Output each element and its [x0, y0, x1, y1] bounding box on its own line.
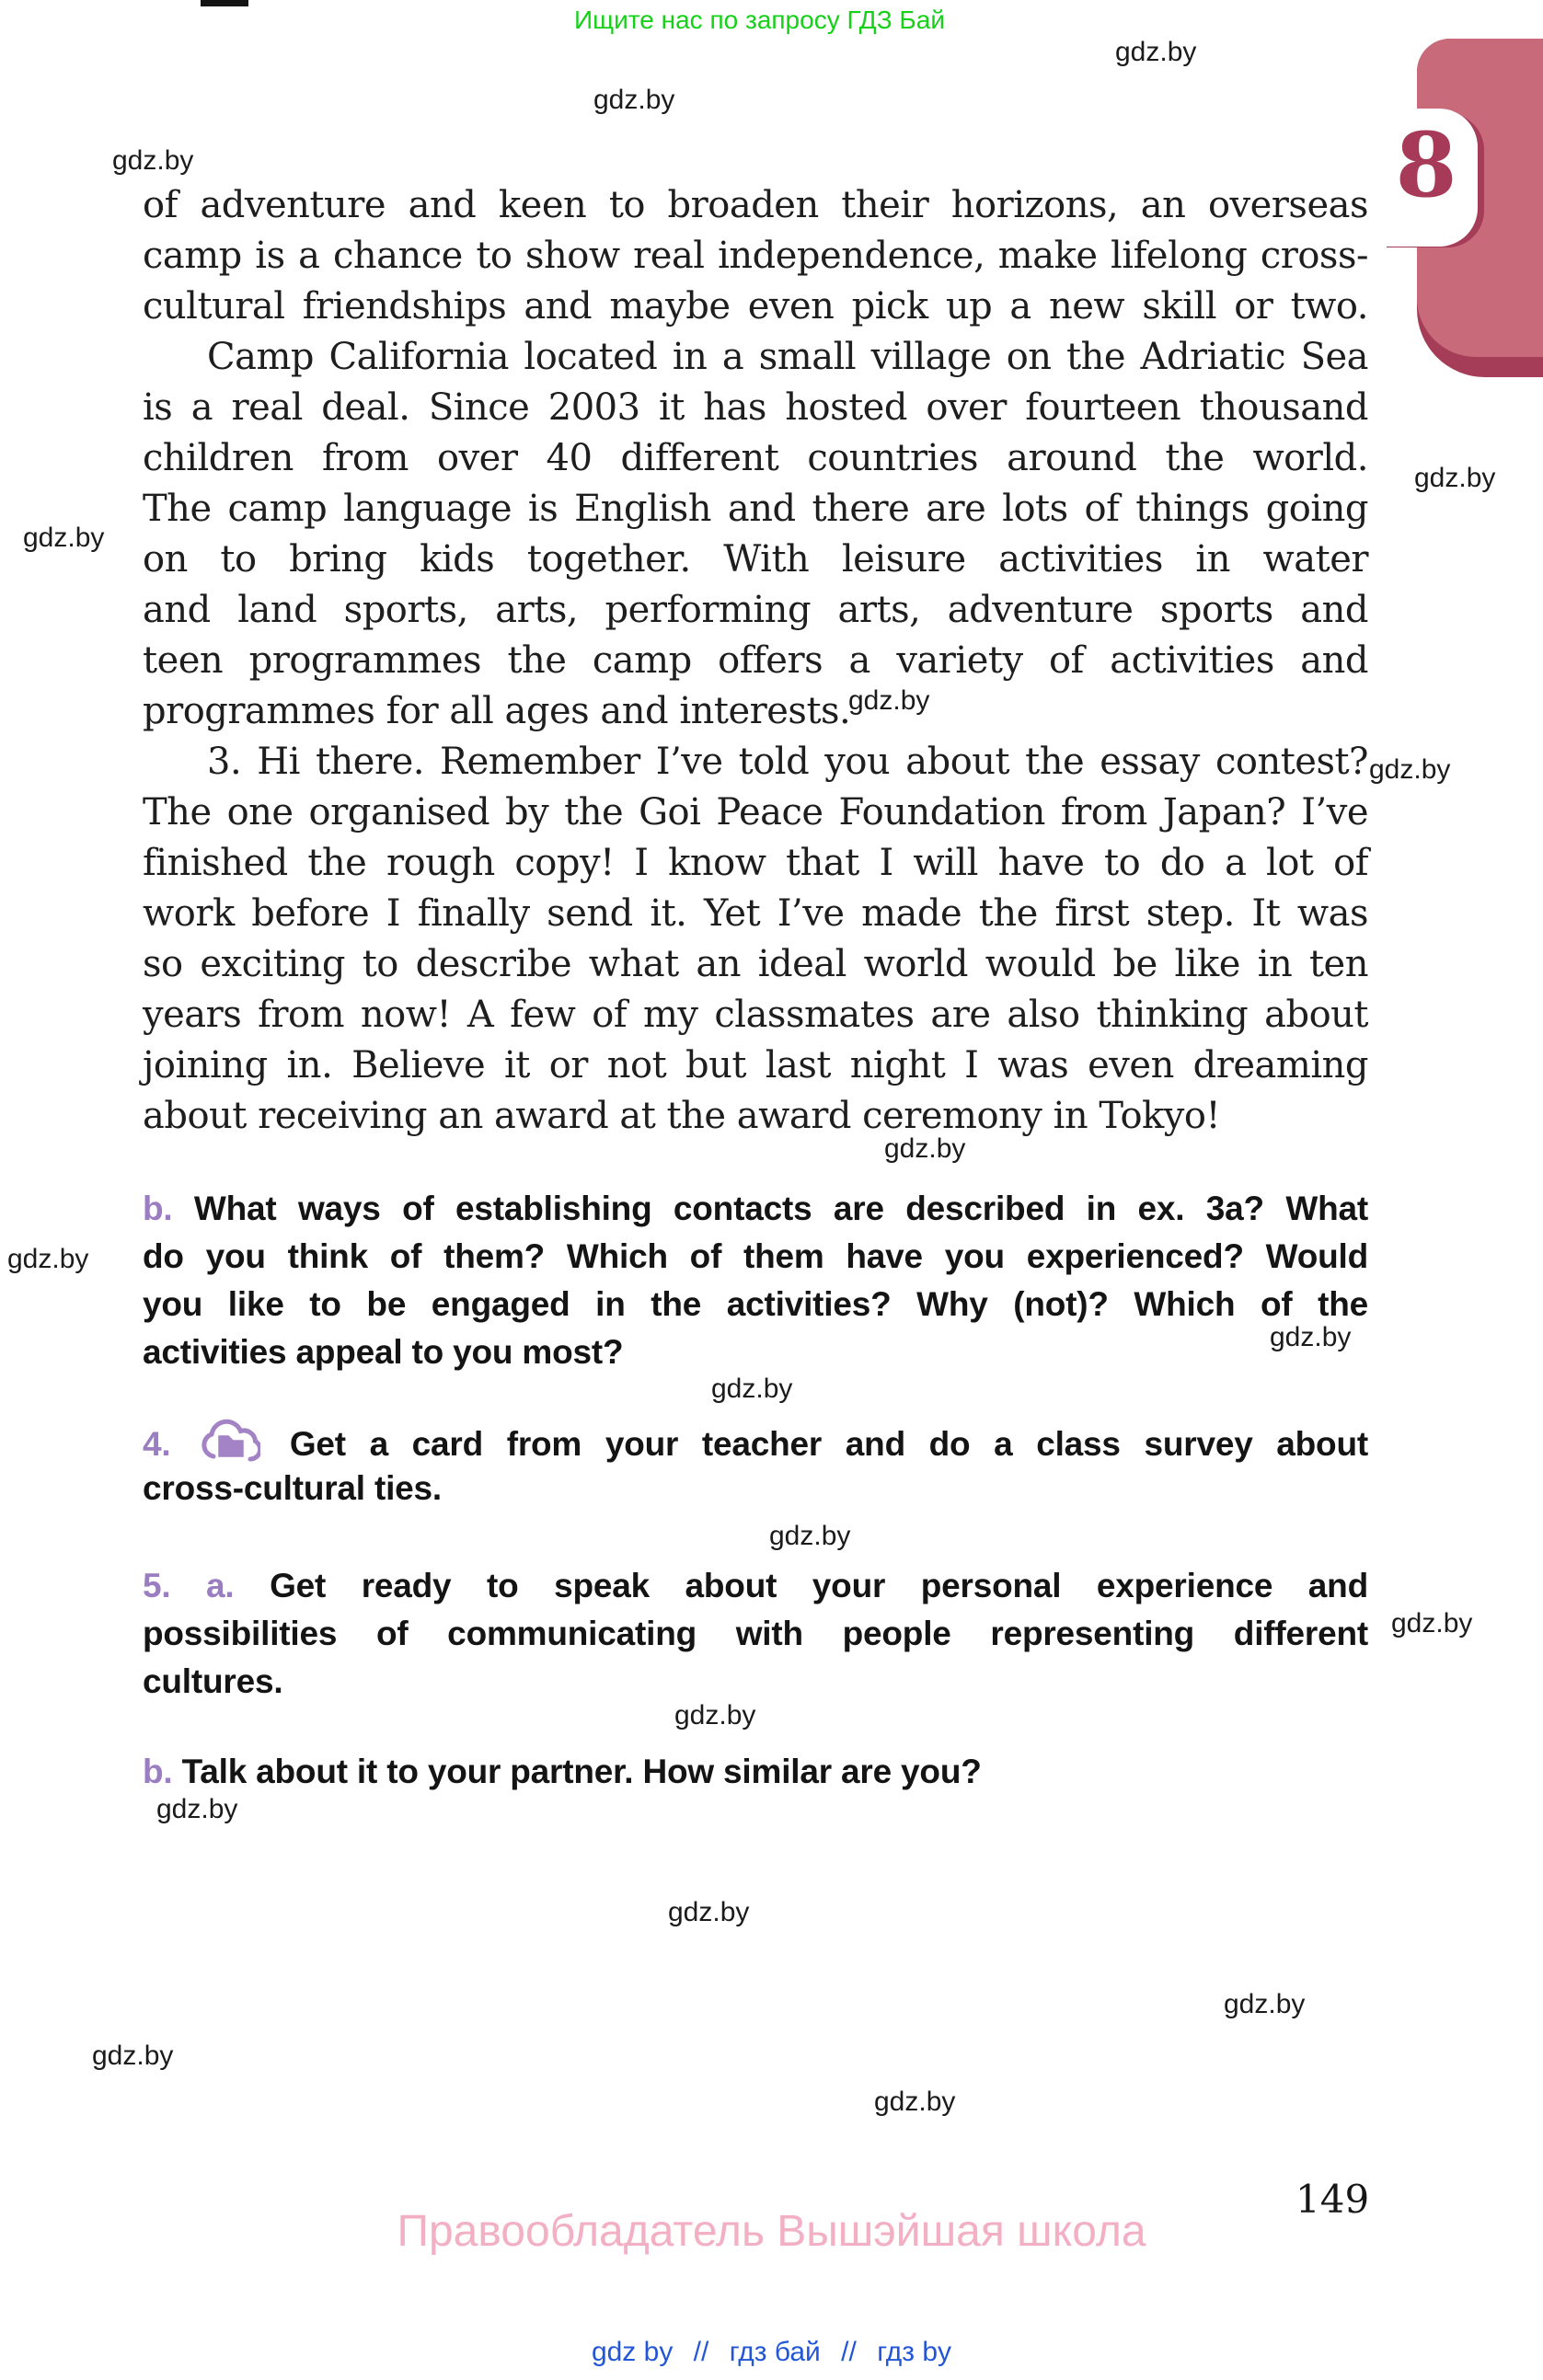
watermark-gdz: gdz.by: [1369, 754, 1451, 785]
text-line: Camp California located in a small village on the Adriatic Sea: [207, 336, 1368, 378]
footer-link-gdz-by[interactable]: gdz by: [591, 2337, 674, 2367]
page-number: 149: [1295, 2177, 1370, 2222]
unit-number: 8: [1395, 113, 1457, 217]
text-line: cross-cultural ties.: [143, 1469, 443, 1507]
text-line: teen programmes the camp offers a variety of activities and: [143, 639, 1368, 682]
watermark-gdz: gdz.by: [7, 1244, 89, 1274]
text-line: years from now! A few of my classmates are also thinking about: [143, 994, 1368, 1036]
footer-link-gdz-bai[interactable]: гдз бай: [729, 2337, 821, 2367]
text-line: is a real deal. Since 2003 it has hosted over fourteen thousand: [143, 386, 1368, 429]
article-body: [143, 180, 1368, 1142]
task-text: Talk about it to your partner. How similar are you?: [181, 1753, 982, 1790]
watermark-gdz: gdz.by: [848, 685, 930, 716]
watermark-gdz: gdz.by: [92, 2041, 174, 2071]
text-line: about receiving an award at the award ceremony in Tokyo!: [143, 1095, 1221, 1137]
task-5a: [143, 1562, 1368, 1706]
text-line: The one organised by the Goi Peace Foundation from Japan? I’ve: [143, 791, 1368, 834]
watermark-gdz: gdz.by: [1414, 463, 1496, 493]
watermark-gdz: gdz.by: [1115, 37, 1197, 67]
watermark-gdz: gdz.by: [884, 1133, 966, 1164]
text-line: finished the rough copy! I know that I will have to do a lot of: [143, 842, 1368, 884]
task-marker: b.: [143, 1753, 173, 1790]
watermark-gdz: gdz.by: [593, 85, 675, 115]
promo-note: Ищите нас по запросу ГДЗ Бай: [573, 6, 946, 34]
task-5b: [143, 1748, 1368, 1796]
text-line: activities appeal to you most?: [143, 1333, 624, 1371]
text-line: [143, 1415, 1368, 1464]
text-line: [143, 1185, 1368, 1233]
watermark-gdz: gdz.by: [874, 2087, 956, 2117]
task-marker: 4.: [143, 1425, 171, 1463]
task-4: [143, 1415, 1368, 1512]
text-line: cultural friendships and maybe even pick up a new skill or two.: [143, 285, 1368, 328]
text-line: of adventure and keen to broaden their horizons, an overseas: [143, 184, 1368, 226]
task-marker: 5.: [143, 1567, 171, 1604]
text-line: joining in. Believe it or not but last night I was even dreaming: [143, 1044, 1368, 1087]
watermark-gdz: gdz.by: [112, 145, 194, 176]
footer-separator: //: [841, 2337, 857, 2367]
text-line: and land sports, arts, performing arts, adventure sports and: [143, 589, 1368, 631]
copyright-note: Правообладатель Вышэйшая школа: [397, 2207, 1146, 2256]
watermark-gdz: gdz.by: [156, 1794, 238, 1824]
text-line: so exciting to describe what an ideal world would be like in ten: [143, 943, 1368, 985]
text-line: 3. Hi there. Remember I’ve told you about the essay contest?: [207, 741, 1368, 783]
text-line: [143, 1562, 1368, 1610]
task-submarker: a.: [206, 1567, 235, 1604]
task-marker: b.: [143, 1190, 173, 1227]
text-line: do you think of them? Which of them have you experienced? Would: [143, 1237, 1368, 1275]
footer-separator: //: [693, 2337, 709, 2367]
text-line: work before I finally send it. Yet I’ve made the first step. It was: [143, 892, 1368, 935]
text-line: possibilities of communicating with people representing different: [143, 1615, 1368, 1652]
watermark-gdz: gdz.by: [1391, 1608, 1473, 1638]
watermark-gdz: gdz.by: [23, 523, 105, 553]
task-3b: [143, 1185, 1368, 1376]
text-line: programmes for all ages and interests.: [143, 690, 851, 732]
text-line: on to bring kids together. With leisure activities in water: [143, 538, 1368, 581]
text-line: [143, 1748, 1368, 1796]
task-text: Get a card from your teacher and do a class survey about: [289, 1425, 1368, 1463]
footer-links: [0, 2337, 1543, 2368]
text-line: camp is a chance to show real independence, make lifelong cross-: [143, 235, 1368, 277]
watermark-gdz: gdz.by: [674, 1700, 756, 1730]
text-line: children from over 40 different countries around the world.: [143, 437, 1368, 479]
text-line: cultures.: [143, 1662, 283, 1700]
watermark-gdz: gdz.by: [668, 1897, 750, 1927]
text-line: you like to be engaged in the activities? Why (not)? Which of the: [143, 1285, 1368, 1323]
watermark-gdz: gdz.by: [711, 1374, 793, 1404]
text-line: The camp language is English and there are lots of things going: [143, 488, 1368, 530]
task-text: What ways of establishing contacts are described in ex. 3a? What: [193, 1190, 1368, 1227]
cloud-folder-icon: [200, 1415, 260, 1466]
watermark-gdz: gdz.by: [769, 1521, 851, 1551]
watermark-gdz: gdz.by: [1224, 1989, 1306, 2019]
watermark-gdz: gdz.by: [1270, 1322, 1352, 1352]
footer-link-gdz-by-2[interactable]: гдз by: [877, 2337, 952, 2367]
task-text: Get ready to speak about your personal experience and: [270, 1567, 1368, 1604]
